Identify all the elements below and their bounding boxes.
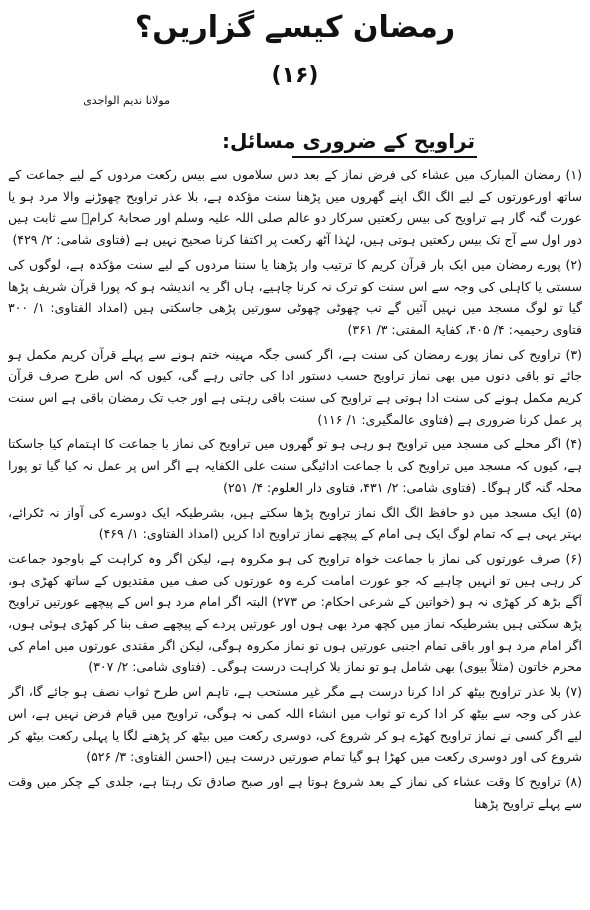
section-heading: تراویح کے ضروری مسائل: bbox=[221, 129, 475, 153]
author-name: مولانا ندیم الواجدی bbox=[83, 94, 170, 107]
paragraph-2: (۲) پورے رمضان میں ایک بار قرآن کریم کا ترتیب وار پڑھنا یا سننا مردوں کے لیے سنت مؤکدہ ہے، لوگوں کی سستی یا کاہلی کی وجہ سے اس سنت کو ترک نہ کرنا چاہیے، ہاں اگر یہ اندیشہ ہو کہ پورا قرآن شریف پڑھا گیا تو لوگ مسجد میں نہیں آئیں گے تب چھوٹی چھوٹی سورتیں پڑھی جاسکتی ہیں (امداد الفتاوی: ۱/ ۳۰۰ فتاوی رحیمیہ: ۴/ ۴۰۵، کفایۃ المفتی: ۳/ ۳۶۱) bbox=[8, 256, 582, 337]
article-title: رمضان کیسے گزاریں؟ bbox=[134, 10, 456, 45]
section-heading-underline bbox=[292, 156, 477, 158]
article-body bbox=[8, 164, 582, 908]
paragraph-8: (۸) تراویح کا وقت عشاء کی نماز کے بعد شروع ہوتا ہے اور صبح صادق تک رہتا ہے، جلدی کے چکر میں وقت سے پہلے تراویح پڑھنا bbox=[8, 773, 582, 811]
paragraph-5: (۵) ایک مسجد میں دو حافظ الگ الگ نماز تراویح پڑھا سکتے ہیں، بشرطیکہ ایک دوسرے کی آواز نہ ٹکرائے، بہتر یہی ہے کہ تمام لوگ ایک ہی امام کے پیچھے نماز تراویح ادا کریں (امداد الفتاوی: ۱/ ۴۶۹) bbox=[8, 504, 582, 542]
paragraph-1: (۱) رمضان المبارک میں عشاء کی فرض نماز کے بعد دس سلاموں سے بیس رکعت مردوں کے لیے جماعت کے ساتھ اورعورتوں کے لیے الگ الگ اپنے گھروں میں پڑھنا سنت مؤکدہ ہے، بلا عذر تراویح چھوڑنے والا مرد ہو یا عورت گنہ گار ہے تراویح کی بیس رکعتیں سرکار دو عالم صلی اللہ علیہ وسلم اور صحابۂ کرامؓ سے ثابت ہیں دور اول سے آج تک بیس رکعتیں ہوتی ہیں، لہٰذا آٹھ رکعت پر اکتفا کرنا صحیح نہیں ہے (فتاوی شامی: ۲/ ۴۲۹) bbox=[8, 167, 582, 248]
part-number: (۱۶) bbox=[271, 63, 319, 88]
paragraph-4: (۴) اگر محلے کی مسجد میں تراویح ہو رہی ہو تو گھروں میں تراویح کی نماز با جماعت کا اہتمام کیا جاسکتا ہے، کیوں کہ مسجد میں تراویح کی با جماعت ادائیگی سنت علی الکفایہ ہے اگر اس پر عمل نہ کیا گیا تو پورا محلہ گنہ گار ہوگا۔ (فتاوی شامی: ۲/ ۴۳۱، فتاوی دار العلوم: ۴/ ۲۵۱) bbox=[8, 436, 582, 495]
paragraph-6: (۶) صرف عورتوں کی نماز با جماعت خواہ تراویح کی ہو مکروہ ہے، لیکن اگر وہ کراہت کے باوجود جماعت کر رہی ہیں تو انہیں چاہیے کہ جو عورت امامت کرے وہ عورتوں کی صف میں مقتدیوں کے ساتھ کھڑی ہو، آگے بڑھ کر کھڑی نہ ہو (خواتین کے شرعی احکام: ص ۲۷۳) البتہ اگر امام مرد ہو اس کے پیچھے عورتیں تراویح پڑھ سکتی ہیں بشرطیکہ نماز میں کچھ مرد بھی ہوں اور عورتیں پردے کے پیچھے صف بنا کر کھڑی ہوئی ہوں، اگر امام مرد ہو اور باقی تمام اجنبی عورتیں ہوں تو نماز مکروہ ہوگی، لیکن اگر مقتدی عورتوں میں امام کی محرم خاتون (مثلاً بیوی) بھی شامل ہو تو نماز بلا کراہت درست ہوگی۔ (فتاوی شامی: ۲/ ۳۰۷) bbox=[8, 550, 582, 675]
paragraph-7: (۷) بلا عذر تراویح بیٹھ کر ادا کرنا درست ہے مگر غیر مستحب ہے، تاہم اس طرح ثواب نصف ہو جائے گا، اگر عذر کی وجہ سے بیٹھ کر ادا کرے تو ثواب میں انشاء اللہ کمی نہ ہوگی، تراویح میں قیام فرض نہیں ہے، اس لیے اگر کسی نے نماز تراویح کھڑے ہو کر شروع کی، دوسری رکعت میں بیٹھ کر پڑھنے لگا یا پہلی رکعت بیٹھ کر شروع کی اور دوسری رکعت میں کھڑا ہو گیا تمام صورتیں درست ہیں (احسن الفتاوی: ۳/ ۵۲۶) bbox=[8, 684, 582, 765]
paragraph-3: (۳) تراویح کی نماز پورے رمضان کی سنت ہے، اگر کسی جگہ مہینہ ختم ہونے سے پہلے قرآن کریم مکمل ہو جائے تو باقی دنوں میں بھی نماز تراویح حسب دستور ادا کی جاتی رہے گی، کیوں کہ اس طرح صرف قرآن کریم مکمل ہونے کی سنت ادا ہوتی ہے تراویح کی سنت باقی رہتی ہے اور جب تک رمضان باقی ہے اس سنت پر عمل کرنا ضروری ہے (فتاوی عالمگیری: ۱/ ۱۱۶) bbox=[8, 346, 582, 427]
